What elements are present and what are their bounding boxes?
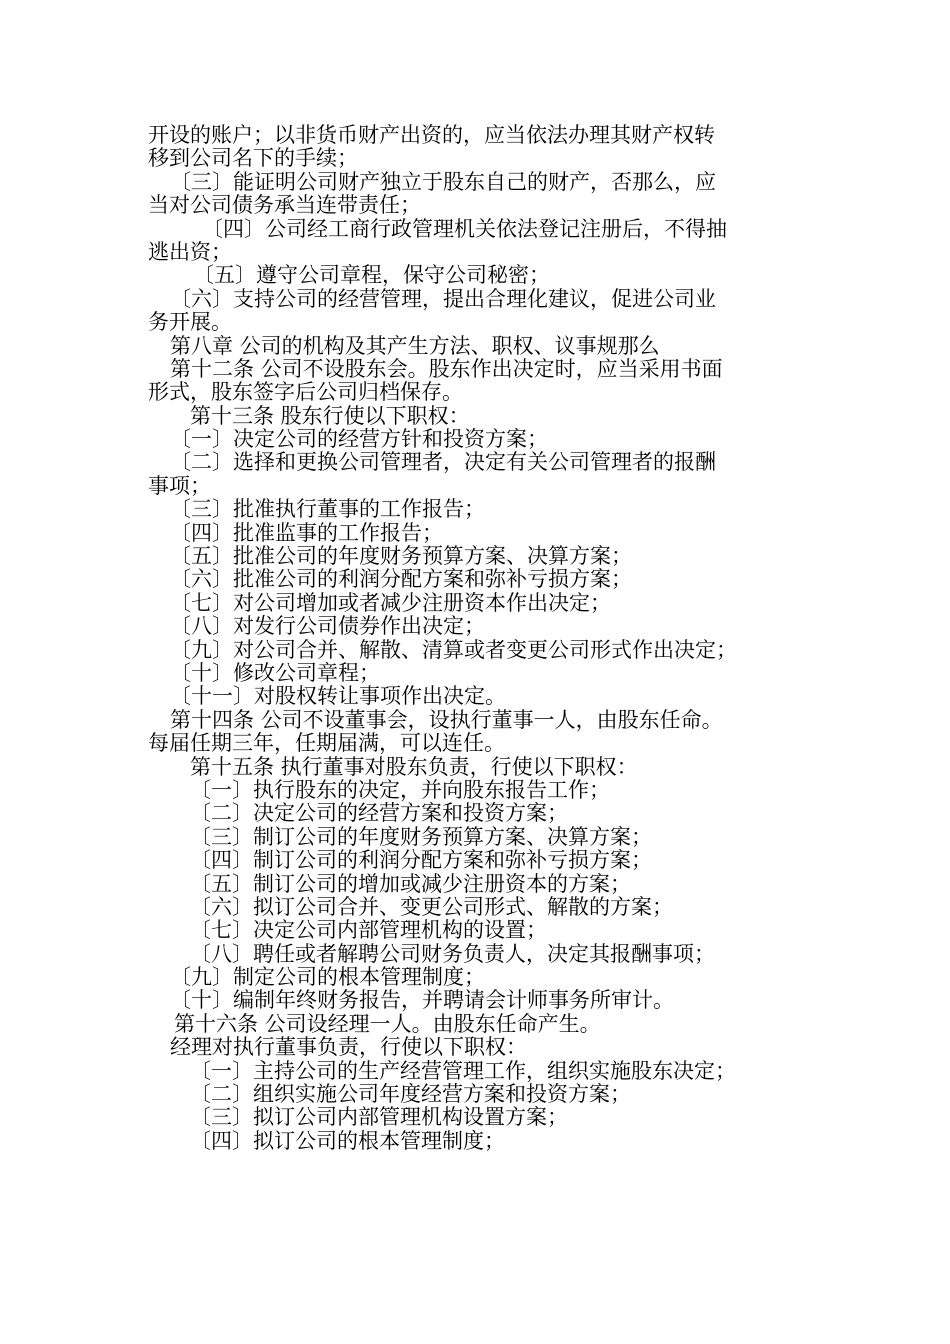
paragraph-line: 〔六〕支持公司的经营管理，提出合理化建议，促进公司业	[170, 286, 716, 311]
paragraph-line: 事项；	[148, 473, 211, 498]
paragraph-line: 每届任期三年，任期届满，可以连任。	[148, 731, 505, 756]
list-item: 〔一〕执行股东的决定，并向股东报告工作；	[190, 777, 610, 802]
list-item: 〔十〕修改公司章程；	[170, 660, 380, 685]
paragraph-line: 经理对执行董事负责，行使以下职权：	[170, 1035, 527, 1060]
list-item: 〔三〕拟订公司内部管理机构设置方案；	[190, 1105, 568, 1130]
list-item: 〔四〕拟订公司的根本管理制度；	[190, 1128, 505, 1153]
article-line: 第十三条 股东行使以下职权：	[190, 403, 470, 428]
list-item: 〔六〕拟订公司合并、变更公司形式、解散的方案；	[190, 894, 673, 919]
paragraph-line: 务开展。	[148, 310, 232, 335]
paragraph-line: 移到公司名下的手续；	[148, 146, 358, 171]
paragraph-line: 〔五〕遵守公司章程，保守公司秘密；	[193, 263, 550, 288]
list-item: 〔二〕决定公司的经营方案和投资方案；	[190, 801, 568, 826]
article-line: 第十四条 公司不设董事会，设执行董事一人，由股东任命。	[170, 707, 723, 732]
list-item: 〔四〕批准监事的工作报告；	[170, 520, 443, 545]
paragraph-line: 〔三〕能证明公司财产独立于股东自己的财产，否那么，应	[170, 169, 716, 194]
list-item: 〔一〕主持公司的生产经营管理工作，组织实施股东决定；	[190, 1058, 736, 1083]
list-item: 〔九〕对公司合并、解散、清算或者变更公司形式作出决定；	[170, 637, 737, 662]
list-item: 〔四〕制订公司的利润分配方案和弥补亏损方案；	[190, 848, 652, 873]
paragraph-line: 形式，股东签字后公司归档保存。	[148, 380, 463, 405]
paragraph-line: 开设的账户；以非货币财产出资的，应当依法办理其财产权转	[148, 123, 715, 147]
list-item: 〔三〕制订公司的年度财务预算方案、决算方案；	[190, 824, 652, 849]
chapter-heading: 第八章 公司的机构及其产生方法、职权、议事规那么	[170, 333, 660, 358]
list-item: 〔八〕聘任或者解聘公司财务负责人，决定其报酬事项；	[190, 941, 715, 966]
list-item: 〔一〕决定公司的经营方针和投资方案；	[170, 427, 548, 452]
article-line: 第十五条 执行董事对股东负责，行使以下职权：	[190, 754, 638, 779]
article-line: 第十六条 公司设经理一人。由股东任命产生。	[174, 1011, 601, 1036]
list-item: 〔八〕对发行公司债券作出决定；	[170, 614, 485, 639]
list-item: 〔六〕批准公司的利润分配方案和弥补亏损方案；	[170, 567, 632, 592]
paragraph-line: 当对公司债务承当连带责任；	[148, 193, 421, 218]
list-item: 〔二〕选择和更换公司管理者，决定有关公司管理者的报酬	[170, 450, 716, 475]
paragraph-line: 逃出资；	[148, 239, 232, 264]
list-item: 〔五〕批准公司的年度财务预算方案、决算方案；	[170, 544, 632, 569]
list-item: 〔五〕制订公司的增加或减少注册资本的方案；	[190, 871, 631, 896]
document-body	[148, 124, 808, 1153]
list-item: 〔三〕批准执行董事的工作报告；	[170, 497, 485, 522]
list-item: 〔七〕对公司增加或者减少注册资本作出决定；	[170, 590, 611, 615]
list-item: 〔二〕组织实施公司年度经营方案和投资方案；	[190, 1082, 631, 1107]
list-item: 〔十一〕对股权转让事项作出决定。	[170, 684, 506, 709]
list-item: 〔九〕制定公司的根本管理制度；	[170, 965, 485, 990]
article-line: 第十二条 公司不设股东会。股东作出决定时，应当采用书面	[170, 356, 723, 381]
paragraph-line: 〔四〕公司经工商行政管理机关依法登记注册后，不得抽	[202, 216, 727, 241]
list-item: 〔七〕决定公司内部管理机构的设置；	[190, 918, 547, 943]
list-item: 〔十〕编制年终财务报告，并聘请会计师事务所审计。	[170, 988, 674, 1013]
